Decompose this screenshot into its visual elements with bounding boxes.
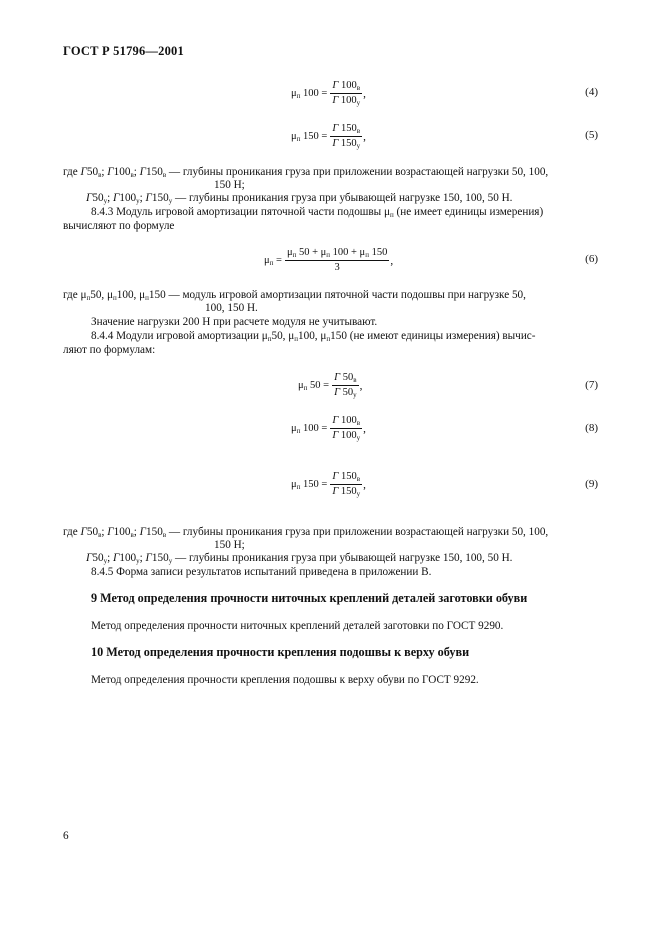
formula-7-comma: ,	[359, 379, 363, 392]
formula-8-comma: ,	[363, 422, 366, 435]
page-number: 6	[63, 830, 69, 842]
formula-7-lhs: $\mu_п$ 50 =	[298, 379, 330, 392]
explanation-2-line-2: 100, 150 Н.	[205, 302, 258, 314]
formula-5-fraction	[330, 123, 362, 150]
formula-6-fraction	[285, 247, 389, 274]
formula-6-number: (6)	[585, 253, 598, 265]
section-10-text: Метод определения прочности крепления подошвы к верху обуви по ГОСТ 9292.	[91, 674, 479, 686]
clause-8-4-4-line-1: 8.4.4 Модули игровой амортизации $\mu_п50$, $\mu_п100$, $\mu_п150$ (не имеют единицы измерения) вычис-	[91, 330, 536, 343]
formula-9-number: (9)	[585, 478, 598, 490]
formula-9-denominator: Г $150_у$	[332, 486, 361, 498]
formula-6	[264, 247, 393, 274]
explanation-1-line-1: где $Г50_в$; $Г100_в$; $Г150_в$ — глубины проникания груза при приложении возрастающей нагрузки 50, 100,	[63, 166, 549, 179]
formula-6-denominator: 3	[334, 262, 340, 273]
explanation-2-line-3: Значение нагрузки 200 Н при расчете модуля не учитывают.	[91, 316, 378, 328]
formula-9-numerator: Г $150_в$	[332, 471, 361, 483]
formula-9-fraction	[330, 471, 362, 498]
section-9-text: Метод определения прочности ниточных креплений деталей заготовки по ГОСТ 9290.	[91, 620, 504, 632]
clause-8-4-3-line-2: вычисляют по формуле	[63, 220, 175, 232]
formula-8	[291, 415, 366, 442]
formula-4-denominator: Г $100_у$	[332, 95, 361, 107]
explanation-1-line-3: $Г50_у$; $Г100_у$; $Г150_у$ — глубины проникания груза при убывающей нагрузке 150, 100, 50 Н.	[86, 192, 513, 205]
explanation-3-line-1: где $Г50_в$; $Г100_в$; $Г150_в$ — глубины проникания груза при приложении возрастающей нагрузки 50, 100,	[63, 526, 549, 539]
section-9-heading: 9 Метод определения прочности ниточных креплений деталей заготовки обуви	[91, 591, 528, 605]
formula-5-denominator: Г $150_у$	[332, 138, 361, 150]
explanation-2-line-1: где $\mu_п50$, $\mu_п100$, $\mu_п150$ — модуль игровой амортизации пяточной части подошвы при нагрузке 50,	[63, 289, 526, 302]
formula-6-comma: ,	[390, 254, 394, 267]
formula-5-comma: ,	[363, 130, 366, 143]
explanation-3-line-2: 150 Н;	[214, 539, 245, 551]
formula-6-numerator: $\mu_п$ $50 + \mu_п$ $100 + \mu_п$ 150	[286, 247, 388, 259]
section-10-heading: 10 Метод определения прочности крепления подошвы к верху обуви	[91, 645, 470, 659]
formula-8-lhs: $\mu_п$ 100 =	[291, 422, 328, 435]
formula-5-number: (5)	[585, 129, 598, 141]
formula-5-lhs: $\mu_п$ 150 =	[291, 130, 328, 143]
formula-7	[298, 372, 362, 399]
formula-8-fraction	[330, 415, 362, 442]
formula-4-comma: ,	[363, 87, 366, 100]
formula-8-numerator: Г $100_в$	[332, 415, 361, 427]
formula-4-number: (4)	[585, 86, 598, 98]
formula-5-numerator: Г $150_в$	[332, 123, 361, 135]
explanation-3-line-3: $Г50_у$; $Г100_у$; $Г150_у$ — глубины проникания груза при убывающей нагрузке 150, 100, 50 Н.	[86, 552, 513, 565]
clause-8-4-4-line-2: ляют по формулам:	[63, 344, 156, 356]
formula-7-fraction	[332, 372, 359, 399]
formula-9-comma: ,	[363, 478, 366, 491]
formula-4	[291, 80, 366, 107]
formula-5	[291, 123, 366, 150]
formula-4-fraction	[330, 80, 362, 107]
formula-7-denominator: Г $50_у$	[334, 387, 357, 399]
formula-6-lhs: $\mu_п$ =	[264, 254, 282, 267]
explanation-1-line-2: 150 Н;	[214, 179, 245, 191]
formula-7-number: (7)	[585, 379, 598, 391]
formula-8-denominator: Г $100_у$	[332, 430, 361, 442]
formula-7-numerator: Г $50_в$	[334, 372, 357, 384]
formula-4-lhs: $\mu_п$ 100 =	[291, 87, 328, 100]
formula-4-numerator: Г $100_в$	[332, 80, 361, 92]
formula-8-number: (8)	[585, 422, 598, 434]
clause-8-4-3-line-1: 8.4.3 Модуль игровой амортизации пяточной части подошвы $\mu_п$ (не имеет единицы измерения)	[91, 206, 544, 219]
formula-9	[291, 471, 366, 498]
document-header: ГОСТ Р 51796—2001	[63, 44, 184, 58]
formula-9-lhs: $\mu_п$ 150 =	[291, 478, 328, 491]
clause-8-4-5: 8.4.5 Форма записи результатов испытаний приведена в приложении В.	[91, 566, 432, 578]
